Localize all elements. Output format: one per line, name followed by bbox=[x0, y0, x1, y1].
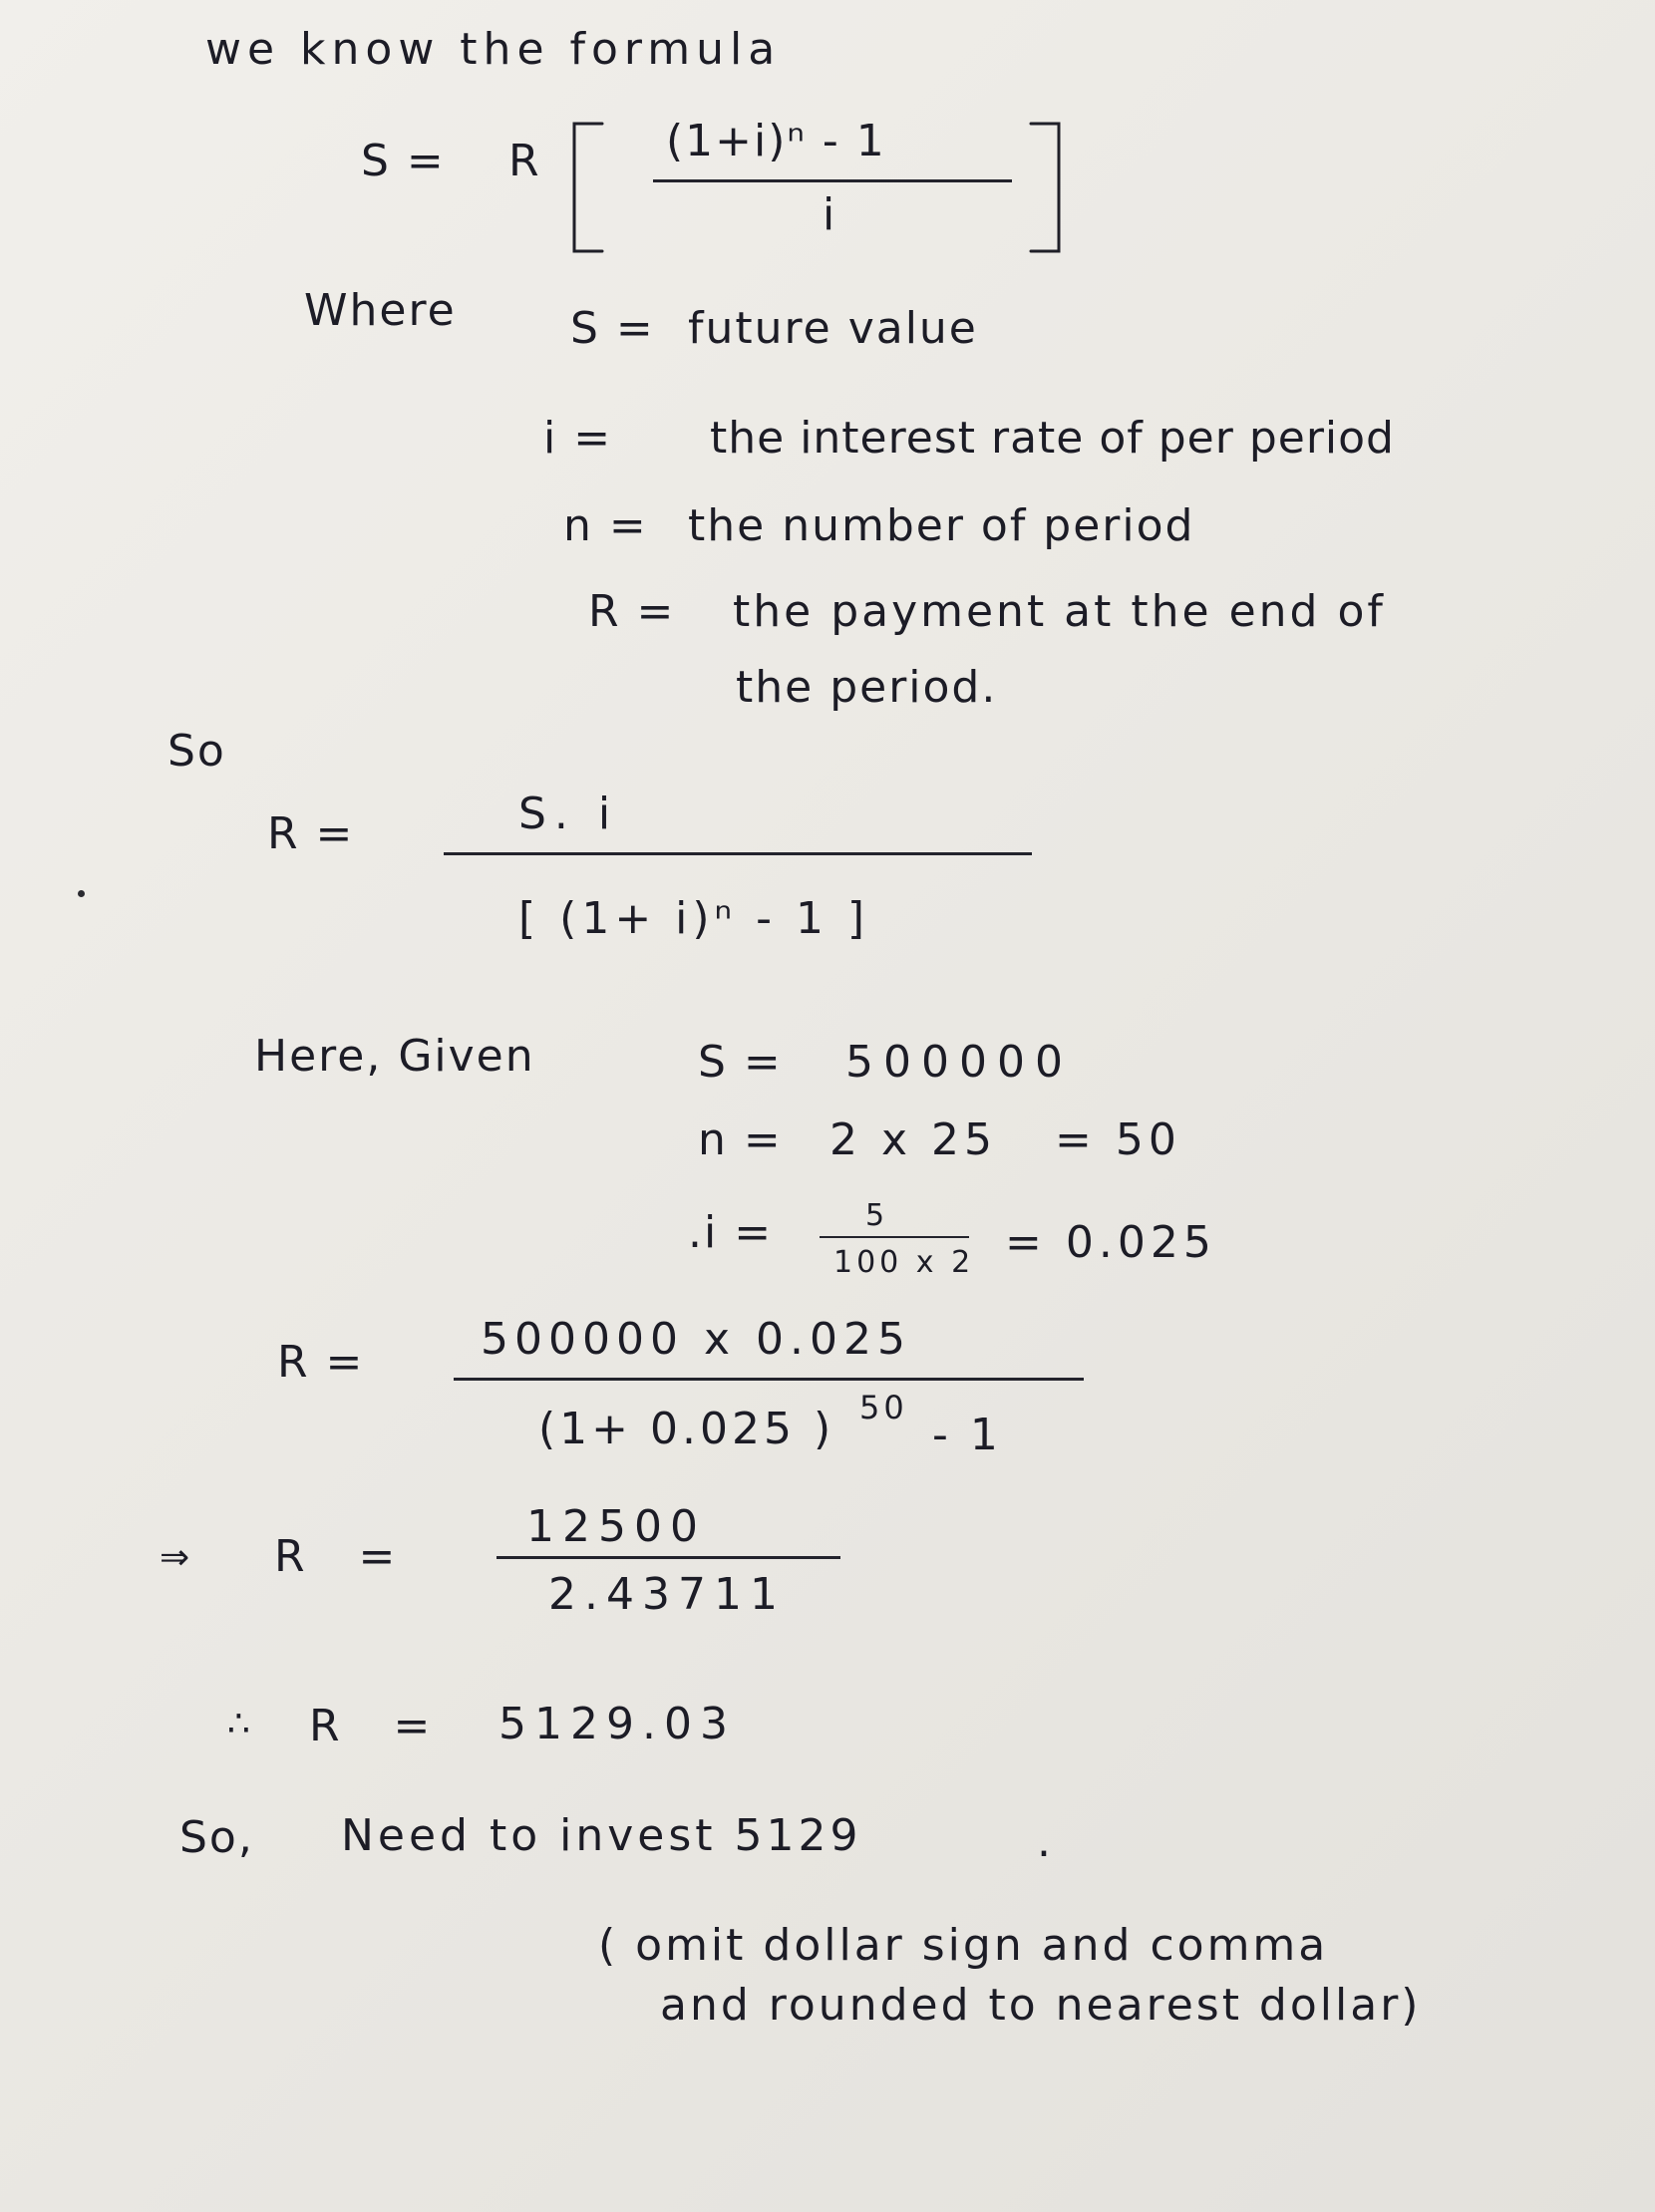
given-n-lhs: n = bbox=[698, 1114, 783, 1165]
given-s-lhs: S = bbox=[698, 1037, 783, 1088]
calc2-numerator: 12500 bbox=[526, 1501, 706, 1552]
right-bracket-icon bbox=[1027, 118, 1067, 257]
definition-symbol: S = bbox=[570, 303, 655, 354]
calc1-fraction-bar bbox=[454, 1378, 1084, 1381]
solve-fraction-bar bbox=[444, 852, 1032, 855]
result-lhs: R = bbox=[309, 1701, 451, 1751]
given-i-lhs: .i = bbox=[688, 1207, 774, 1258]
given-label: Here, Given bbox=[254, 1031, 535, 1082]
left-bracket-icon bbox=[566, 118, 606, 257]
note-line-2: and rounded to nearest dollar) bbox=[660, 1980, 1422, 2031]
given-n-result: = 50 bbox=[1055, 1114, 1181, 1165]
calc1-denominator-tail: - 1 bbox=[932, 1410, 1002, 1460]
formula-numerator: (1+i)ⁿ - 1 bbox=[666, 116, 886, 166]
calc1-denominator-exponent: 50 bbox=[859, 1389, 908, 1426]
calc1-lhs: R = bbox=[277, 1337, 365, 1388]
conclusion-end: . bbox=[1037, 1816, 1053, 1867]
stray-ink-dot bbox=[78, 890, 85, 897]
note-line-1: ( omit dollar sign and comma bbox=[598, 1920, 1329, 1971]
result-value: 5129.03 bbox=[498, 1699, 736, 1749]
formula-denominator: i bbox=[823, 189, 837, 240]
solve-lhs: R = bbox=[267, 808, 355, 859]
calc2-lhs: R = bbox=[274, 1531, 416, 1582]
given-i-fraction-bar bbox=[820, 1236, 969, 1238]
calc2-fraction-bar bbox=[496, 1556, 840, 1559]
solve-numerator: S. i bbox=[518, 789, 619, 839]
conclusion-label: So, bbox=[179, 1812, 254, 1863]
implies-arrow-icon: ⇒ bbox=[160, 1537, 192, 1578]
calc2-denominator: 2.43711 bbox=[548, 1569, 786, 1620]
definition-continuation: the period. bbox=[736, 662, 998, 713]
definition-symbol: i = bbox=[543, 413, 613, 464]
calc1-denominator-base: (1+ 0.025 ) bbox=[538, 1404, 835, 1454]
definition-symbol: R = bbox=[588, 586, 676, 637]
calc1-numerator: 500000 x 0.025 bbox=[481, 1314, 911, 1365]
formula-lhs: S = bbox=[361, 136, 446, 186]
solve-denominator: [ (1+ i)ⁿ - 1 ] bbox=[518, 893, 870, 944]
formula-r: R bbox=[508, 136, 541, 186]
so-label: So bbox=[167, 726, 226, 777]
given-i-den: 100 x 2 bbox=[833, 1245, 975, 1280]
given-i-result: = 0.025 bbox=[1005, 1217, 1216, 1268]
given-s-value: 500000 bbox=[845, 1037, 1073, 1088]
given-i-num: 5 bbox=[865, 1198, 889, 1233]
intro-text: we know the formula bbox=[205, 24, 782, 75]
definition-symbol: n = bbox=[563, 500, 648, 551]
therefore-icon: ∴ bbox=[227, 1704, 252, 1744]
conclusion-text: Need to invest 5129 bbox=[341, 1810, 862, 1861]
definition-text: the interest rate of per period bbox=[710, 413, 1395, 464]
definition-text: the payment at the end of bbox=[733, 586, 1386, 637]
formula-fraction-bar bbox=[653, 179, 1012, 182]
definition-text: future value bbox=[688, 303, 978, 354]
where-label: Where bbox=[304, 285, 457, 336]
given-n-expr: 2 x 25 bbox=[829, 1114, 997, 1165]
definition-text: the number of period bbox=[688, 500, 1195, 551]
